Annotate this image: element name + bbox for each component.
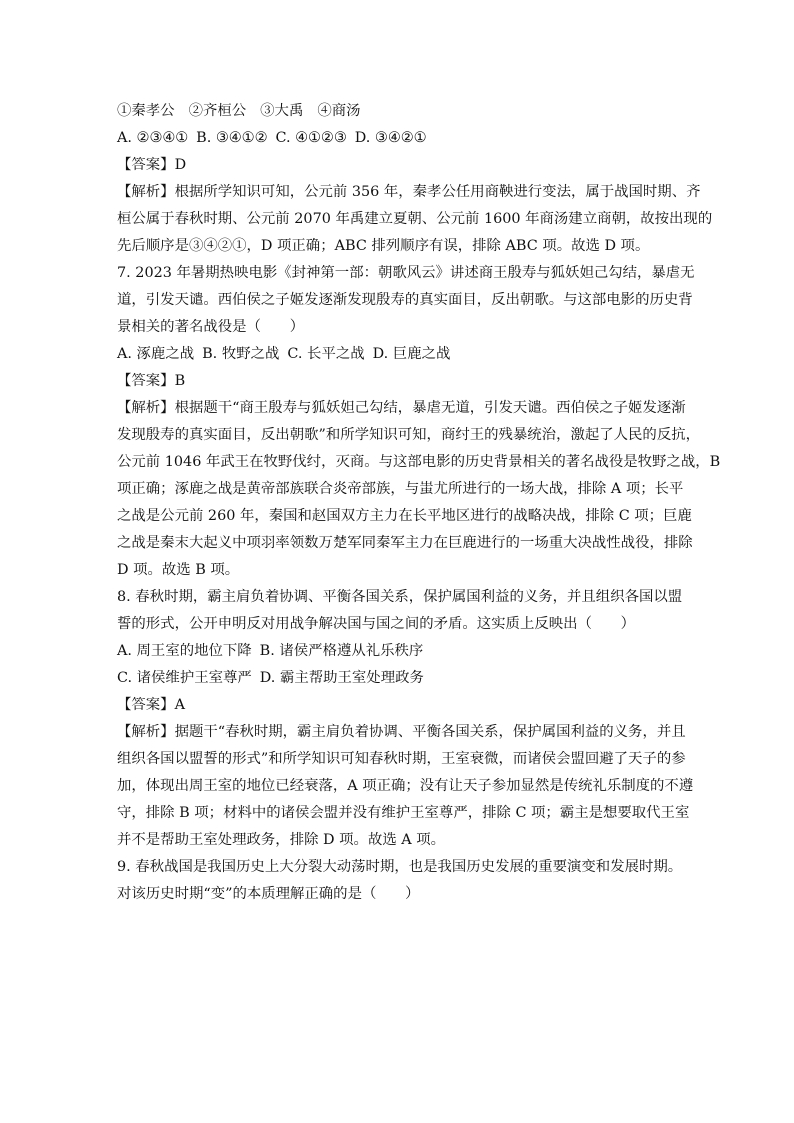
q6-analysis-line [117, 179, 701, 206]
q9-stem-line: 9. 春秋战国是我国历史上大分裂大动荡时期，也是我国历史发展的重要演变和发展时期。 [117, 859, 683, 875]
analysis-text: 据题干“春秋时期，霸主肩负着协调、平衡各国关系，保护属国利益的义务，并且 [174, 724, 686, 740]
q8-choice-b: B. 诸侯严格遵从礼乐秩序 [259, 643, 424, 659]
q7-choices [117, 341, 692, 368]
analysis-label: 【解析】 [117, 400, 175, 416]
answer-value: B [174, 373, 186, 389]
q7-analysis-line: 之战是秦末大起义中项羽率领数万楚军同秦军主力在巨鹿进行的一场重大决战性战役，排除 [117, 535, 693, 551]
q8-choice-a: A. 周王室的地位下降 [117, 643, 252, 659]
q7-choice-d: D. 巨鹿之战 [372, 346, 451, 362]
q7-analysis-line: 公元前 1046 年武王在牧野伐纣，灭商。与这部电影的历史背景相关的著名战役是牧野之战，B [117, 454, 721, 470]
q8-stem-line: 誓的形式，公开申明反对用战争解决国与国之间的矛盾。这实质上反映出（ ） [117, 616, 636, 632]
q7-stem-line: 道，引发天谴。西伯侯之子姬发逐渐发现殷寿的真实面目，反出朝歌。与这部电影的历史背 [117, 292, 693, 308]
q8-analysis-line: 组织各国以盟誓的形式”和所学知识可知春秋时期，王室衰微，而诸侯会盟回避了天子的参 [117, 751, 686, 767]
q8-choice-c: C. 诸侯维护王室尊严 [117, 670, 252, 686]
q7-choice-c: C. 长平之战 [287, 346, 365, 362]
q8-analysis-line [117, 719, 692, 746]
answer-label: 【答案】 [117, 697, 175, 713]
answer-value: A [174, 697, 185, 713]
q8-choices-row-1 [117, 638, 692, 665]
q8-analysis-line: 并不是帮助王室处理政务，排除 D 项。故选 A 项。 [117, 832, 446, 848]
analysis-label: 【解析】 [117, 724, 175, 740]
q6-analysis-line: 桓公属于春秋时期、公元前 2070 年禹建立夏朝、公元前 1600 年商汤建立商朝，故按出现的 [117, 211, 713, 227]
q6-item: ②齐桓公 [188, 103, 247, 119]
q7-analysis-line [117, 395, 692, 422]
q6-item: ③大禹 [260, 103, 304, 119]
q6-answer [117, 152, 692, 179]
q9-stem-line: 对该历史时期“变”的本质理解正确的是（ ） [117, 886, 420, 902]
q6-item: ④商汤 [317, 103, 361, 119]
q6-choices [117, 125, 692, 152]
q8-analysis-line: 加，体现出周王室的地位已经衰落，A 项正确；没有让天子参加显然是传统礼乐制度的不遵 [117, 778, 694, 794]
answer-label: 【答案】 [117, 373, 175, 389]
q6-choice-d: D. ③④②① [354, 130, 427, 146]
q6-items [117, 98, 692, 125]
q7-choice-b: B. 牧野之战 [202, 346, 280, 362]
q8-answer [117, 692, 692, 719]
q6-choice-b: B. ③④①② [196, 130, 268, 146]
q8-stem-line: 8. 春秋时期，霸主肩负着协调、平衡各国关系，保护属国利益的义务，并且组织各国以盟 [117, 589, 683, 605]
analysis-text: 根据所学知识可知，公元前 356 年，秦孝公任用商鞅进行变法，属于战国时期、齐 [174, 184, 701, 200]
q7-analysis-line: 之战是公元前 260 年，秦国和赵国双方主力在长平地区进行的战略决战，排除 C 项；巨鹿 [117, 508, 692, 524]
q6-item: ①秦孝公 [117, 103, 175, 119]
q8-analysis-line: 守，排除 B 项；材料中的诸侯会盟并没有维护王室尊严，排除 C 项；霸主是想要取代王室 [117, 805, 690, 821]
analysis-label: 【解析】 [117, 184, 175, 200]
q7-stem-line: 景相关的著名战役是（ ） [117, 319, 305, 335]
q8-choice-d: D. 霸主帮助王室处理政务 [259, 670, 424, 686]
answer-label: 【答案】 [117, 157, 175, 173]
answer-value: D [174, 157, 187, 173]
q7-choice-a: A. 涿鹿之战 [117, 346, 195, 362]
q7-analysis-line: 发现殷寿的真实面目，反出朝歌”和所学知识可知，商纣王的残暴统治，激起了人民的反抗， [117, 427, 700, 443]
q7-analysis-line: 项正确；涿鹿之战是黄帝部族联合炎帝部族，与蚩尤所进行的一场大战，排除 A 项；长平 [117, 481, 684, 497]
q7-analysis-line: D 项。故选 B 项。 [117, 562, 240, 578]
analysis-text: 根据题干“商王殷寿与狐妖妲己勾结，暴虐无道，引发天谴。西伯侯之子姬发逐渐 [174, 400, 686, 416]
q6-choice-c: C. ④①②③ [275, 130, 347, 146]
page-content [117, 98, 721, 908]
q7-answer [117, 368, 692, 395]
q8-choices-row-2 [117, 665, 692, 692]
q7-stem-line: 7. 2023 年暑期热映电影《封神第一部：朝歌风云》讲述商王殷寿与狐妖妲己勾结，暴虐无 [117, 265, 695, 281]
q6-choice-a: A. ②③④① [117, 130, 189, 146]
q6-analysis-line: 先后顺序是③④②①，D 项正确；ABC 排列顺序有误，排除 ABC 项。故选 D 项。 [117, 238, 650, 254]
